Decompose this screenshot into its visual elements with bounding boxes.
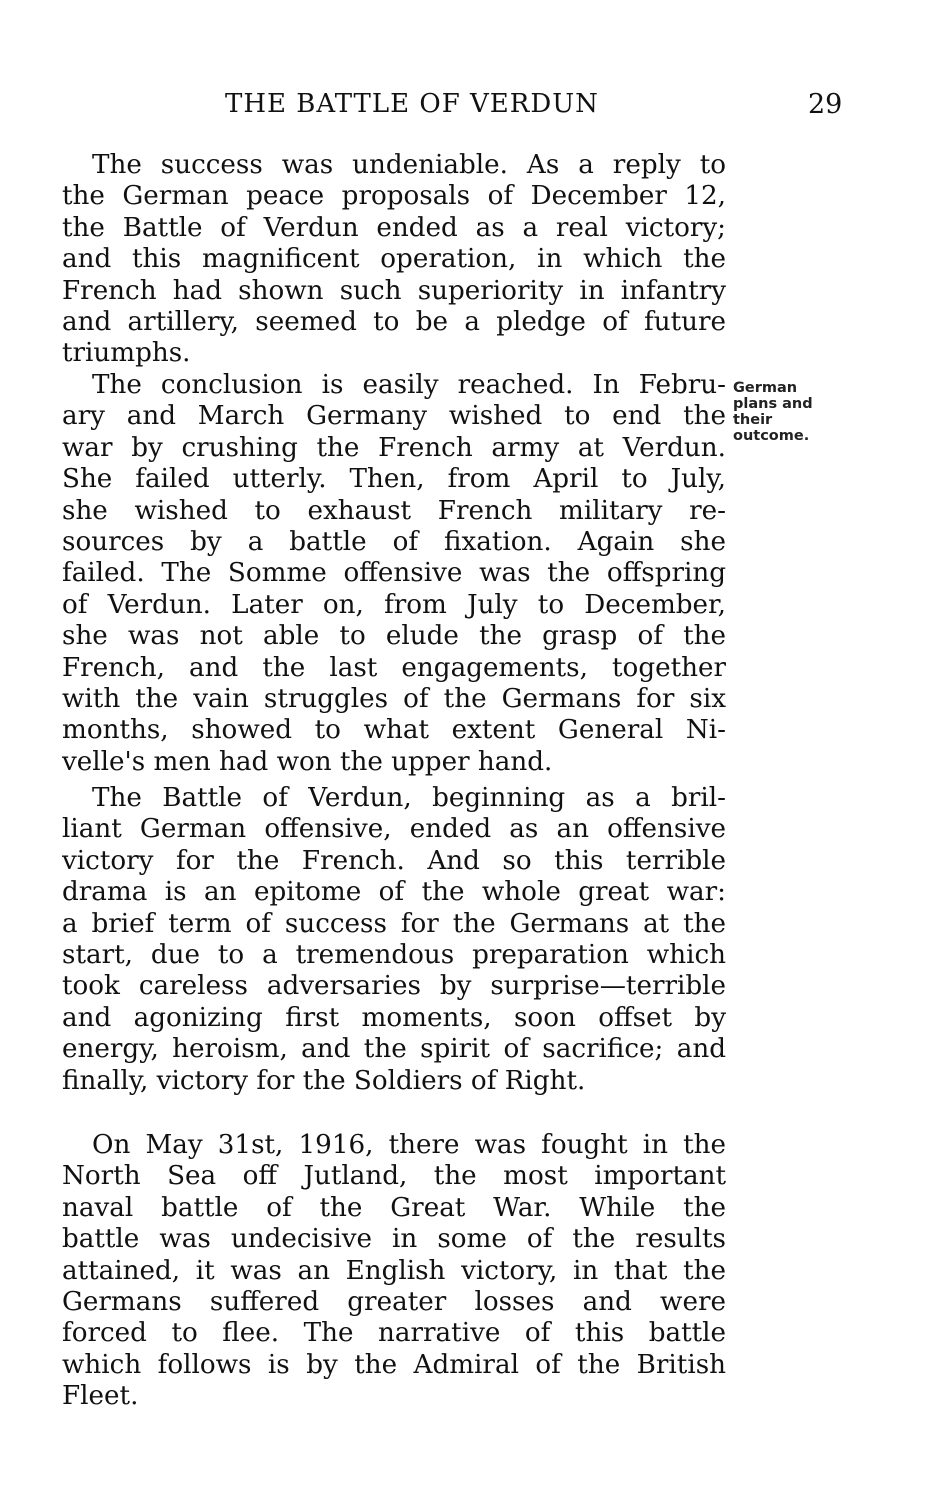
text-line: with the vain struggles of the Germans for six bbox=[62, 683, 726, 714]
text-line: and this magnificent operation, in which the bbox=[62, 244, 726, 275]
text-line: energy, heroism, and the spirit of sacrifice; and bbox=[62, 1034, 726, 1065]
text-line: and artillery, seemed to be a pledge of future bbox=[62, 306, 726, 337]
text-line: On May 31st, 1916, there was fought in the bbox=[92, 1130, 726, 1160]
text-line: the German peace proposals of December 12, bbox=[62, 181, 726, 212]
text-line: French had shown such superiority in infantry bbox=[62, 275, 726, 306]
text-line: and agonizing first moments, soon offset by bbox=[62, 1002, 726, 1033]
text-line: finally, victory for the Soldiers of Right. bbox=[62, 1065, 586, 1096]
text-line: she wished to exhaust French military re- bbox=[62, 495, 726, 526]
text-line: sources by a battle of fixation. Again she bbox=[62, 526, 726, 557]
text-line: attained, it was an English victory, in that the bbox=[62, 1255, 726, 1286]
running-title: THE BATTLE OF VERDUN bbox=[225, 89, 599, 119]
running-head bbox=[0, 89, 950, 129]
text-line: naval battle of the Great War. While the bbox=[62, 1192, 726, 1223]
text-line: the Battle of Verdun ended as a real victory; bbox=[62, 212, 726, 243]
text-line: battle was undecisive in some of the results bbox=[62, 1224, 726, 1255]
text-line: The success was undeniable. As a reply to bbox=[92, 150, 726, 180]
paragraph-3 bbox=[62, 783, 726, 1097]
text-line: liant German offensive, ended as an offensive bbox=[62, 814, 726, 845]
text-line: forced to flee. The narrative of this battle bbox=[62, 1318, 726, 1349]
text-line: of Verdun. Later on, from July to December, bbox=[62, 589, 726, 620]
text-line: North Sea off Jutland, the most important bbox=[62, 1161, 726, 1192]
text-line: velle's men had won the upper hand. bbox=[62, 746, 553, 777]
text-line: she was not able to elude the grasp of the bbox=[62, 621, 726, 652]
paragraph-4 bbox=[62, 1130, 726, 1413]
page-number: 29 bbox=[808, 89, 843, 120]
text-line: The conclusion is easily reached. In Febru- bbox=[92, 370, 726, 400]
text-line: Germans suffered greater losses and were bbox=[62, 1286, 726, 1317]
margin-note-line: their bbox=[733, 412, 773, 428]
text-line: ary and March Germany wished to end the bbox=[62, 401, 726, 432]
text-line: triumphs. bbox=[62, 338, 191, 369]
text-line: took careless adversaries by surprise—terrible bbox=[62, 971, 726, 1002]
text-line: The Battle of Verdun, beginning as a bril- bbox=[92, 783, 726, 813]
text-line: failed. The Somme offensive was the offspring bbox=[62, 558, 726, 589]
text-line: months, showed to what extent General Ni- bbox=[62, 715, 726, 746]
margin-note bbox=[733, 380, 843, 444]
margin-note-line: outcome. bbox=[733, 428, 810, 444]
text-line: start, due to a tremendous preparation which bbox=[62, 939, 726, 970]
text-line: war by crushing the French army at Verdun. bbox=[62, 432, 726, 463]
text-line: a brief term of success for the Germans at the bbox=[62, 908, 726, 939]
text-line: which follows is by the Admiral of the British bbox=[62, 1349, 726, 1380]
text-line: French, and the last engagements, together bbox=[62, 652, 726, 683]
text-line: Fleet. bbox=[62, 1381, 139, 1412]
margin-note-line: plans and bbox=[733, 396, 813, 412]
text-line: victory for the French. And so this terrible bbox=[62, 845, 726, 876]
margin-note-line: German bbox=[733, 380, 798, 396]
paragraph-1 bbox=[62, 150, 726, 370]
paragraph-2 bbox=[62, 370, 726, 778]
text-line: She failed utterly. Then, from April to July, bbox=[62, 464, 726, 495]
text-line: drama is an epitome of the whole great war: bbox=[62, 877, 726, 908]
